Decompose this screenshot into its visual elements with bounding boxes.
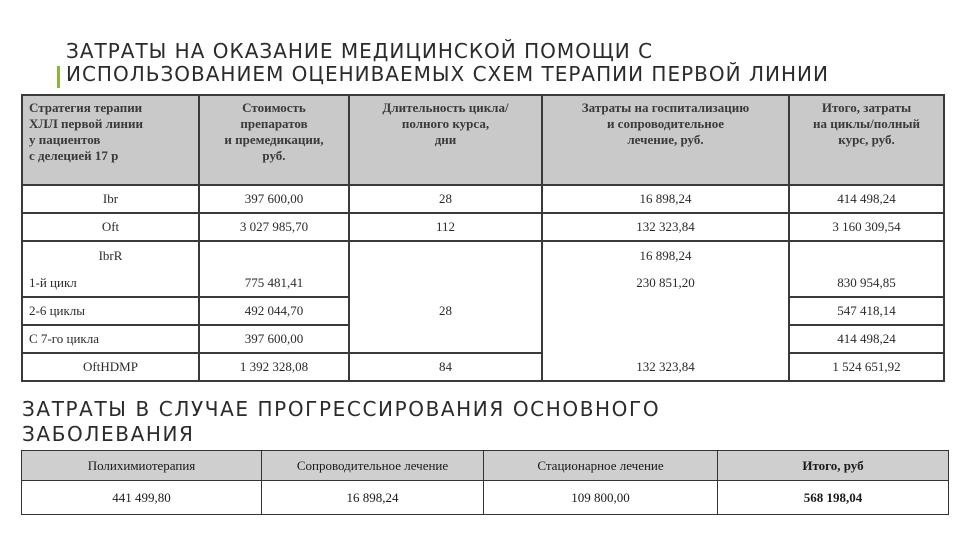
header-total-l1: Итого, затраты: [821, 100, 912, 115]
cell-oft-total: 3 160 309,54: [789, 213, 944, 241]
header-hospital-l2: и сопроводительное: [606, 116, 725, 131]
header-hospital-l3: лечение, руб.: [627, 132, 704, 147]
header-duration-l2: полного курса,: [401, 116, 490, 131]
header-strategy-l1: Стратегия терапии: [29, 100, 143, 115]
table-header-row: [22, 95, 944, 185]
cell-cycle7-total: 414 498,24: [789, 325, 944, 353]
cell-ibr-name: Ibr: [22, 185, 199, 213]
header-hospital-l1: Затраты на госпитализацию: [581, 100, 750, 115]
progression-costs-table: [21, 450, 949, 515]
header-duration-l3: дни: [434, 132, 457, 147]
cell-oft-name: Oft: [22, 213, 199, 241]
cell-ibrr-days-top: [349, 241, 542, 269]
cell-cycle1-hosp: 230 851,20: [542, 269, 789, 297]
header-drug-cost-l2: препаратов: [240, 116, 308, 131]
cell-ibr-cost: 397 600,00: [199, 185, 349, 213]
cell-ibrr-hosp: 16 898,24: [542, 241, 789, 269]
progression-header-row: [22, 451, 949, 481]
cell-ofthdmp-total: 1 524 651,92: [789, 353, 944, 381]
header-total-l3: курс, руб.: [838, 132, 895, 147]
header-total-l2: на циклы/полный: [812, 116, 920, 131]
header-progression-total: Итого, руб: [718, 451, 949, 481]
cell-progression-total: 568 198,04: [718, 481, 949, 515]
cell-ibrr-cost: [199, 241, 349, 269]
header-drug-cost: [199, 95, 349, 185]
header-strategy-l2: ХЛЛ первой линии: [29, 116, 143, 131]
progression-title: [22, 397, 942, 447]
cell-cycle1-cost: 775 481,41: [199, 269, 349, 297]
progression-values-row: [22, 481, 949, 515]
cell-ofthdmp-hosp: 132 323,84: [542, 353, 789, 381]
page-title: [66, 40, 946, 86]
cell-cycle26-name: 2-6 циклы: [22, 297, 199, 325]
progression-title-line1: ЗАТРАТЫ В СЛУЧАЕ ПРОГРЕССИРОВАНИЯ ОСНОВНОГО: [22, 397, 661, 421]
cell-cycle26-hosp: [542, 297, 789, 325]
header-drug-cost-l4: руб.: [262, 148, 286, 163]
cell-oft-cost: 3 027 985,70: [199, 213, 349, 241]
header-supportive: Сопроводительное лечение: [262, 451, 484, 481]
progression-title-line2: ЗАБОЛЕВАНИЯ: [22, 422, 195, 446]
cell-ibrr-total: [789, 241, 944, 269]
page-title-line1: ЗАТРАТЫ НА ОКАЗАНИЕ МЕДИЦИНСКОЙ ПОМОЩИ С: [66, 39, 654, 63]
table-row-ibr: [22, 185, 944, 213]
cell-cycle26-cost: 492 044,70: [199, 297, 349, 325]
header-strategy-l3: у пациентов: [29, 132, 101, 147]
title-accent-bar: [57, 66, 60, 88]
cell-oft-hosp: 132 323,84: [542, 213, 789, 241]
header-drug-cost-l1: Стоимость: [242, 100, 306, 115]
page-title-line2: ИСПОЛЬЗОВАНИЕМ ОЦЕНИВАЕМЫХ СХЕМ ТЕРАПИИ ПЕРВОЙ ЛИНИИ: [66, 62, 829, 86]
table-row-oft: [22, 213, 944, 241]
cell-ibr-hosp: 16 898,24: [542, 185, 789, 213]
header-strategy-l4: с делецией 17 р: [29, 148, 119, 163]
cell-supportive: 16 898,24: [262, 481, 484, 515]
cell-ofthdmp-days: 84: [349, 353, 542, 381]
cell-cycle1-name: 1-й цикл: [22, 269, 199, 297]
cell-cycle7-name: С 7-го цикла: [22, 325, 199, 353]
cell-chemotherapy: 441 499,80: [22, 481, 262, 515]
header-strategy: [22, 95, 199, 185]
cell-cycle26-total: 547 418,14: [789, 297, 944, 325]
cell-cycle1-total: 830 954,85: [789, 269, 944, 297]
cell-ibrr-name: IbrR: [22, 241, 199, 269]
header-drug-cost-l3: и премедикации,: [224, 132, 324, 147]
header-duration: [349, 95, 542, 185]
header-chemotherapy: Полихимиотерапия: [22, 451, 262, 481]
header-inpatient: Стационарное лечение: [484, 451, 718, 481]
header-duration-l1: Длительность цикла/: [382, 100, 509, 115]
header-total: [789, 95, 944, 185]
cell-ofthdmp-cost: 1 392 328,08: [199, 353, 349, 381]
cell-ibr-days: 28: [349, 185, 542, 213]
cell-inpatient: 109 800,00: [484, 481, 718, 515]
cell-ibr-total: 414 498,24: [789, 185, 944, 213]
therapy-costs-table: [21, 94, 945, 382]
cell-ibrr-days: 28: [349, 269, 542, 353]
table-row-cycle1: [22, 269, 944, 297]
cell-cycle7-hosp: [542, 325, 789, 353]
table-row-ofthdmp: [22, 353, 944, 381]
table-row-ibrr: [22, 241, 944, 269]
cell-cycle7-cost: 397 600,00: [199, 325, 349, 353]
header-hospital-costs: [542, 95, 789, 185]
cell-oft-days: 112: [349, 213, 542, 241]
cell-ofthdmp-name: OftHDMP: [22, 353, 199, 381]
